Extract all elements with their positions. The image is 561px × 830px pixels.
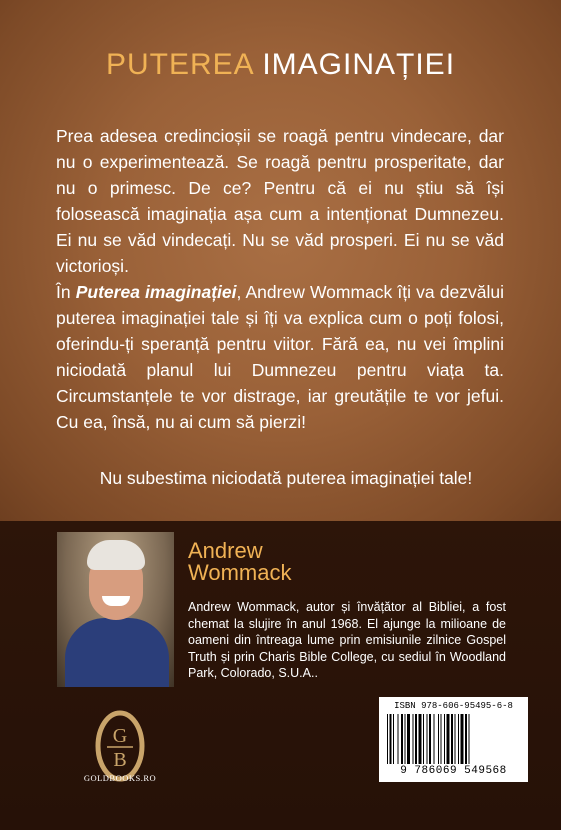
description-paragraph-3: Nu subestima niciodată puterea imaginației tale! xyxy=(99,468,473,488)
title-word-2: IMAGINAȚIEI xyxy=(262,48,456,81)
barcode-bars xyxy=(383,714,524,764)
author-photo xyxy=(57,532,174,687)
isbn-label: ISBN 978-606-95495-6-8 xyxy=(394,701,513,711)
description-paragraph-1: Prea adesea credincioșii se roagă pentru vindecare, dar nu o experimentează. Se roagă pentru prosperitate, dar nu o primesc. De ce? Pentru că ei nu știu să își folosească imaginația așa cum a intenționat Dumnezeu. Ei nu se văd vindecați. Nu se văd prosperi. Ei nu se văd victorioși. xyxy=(56,126,504,276)
title-word-1: PUTEREA xyxy=(105,48,253,81)
paragraph-2-book-title: Puterea imaginației xyxy=(75,282,237,302)
paragraph-2-body: , Andrew Wommack îți va dezvălui puterea imaginației tale și îți va explica cum o poți folosi, oferindu-ți speranță pentru viitor. Fără ea, nu vei împlini niciodată planul lui Dumnezeu pentru viața ta. Circumstanțele te vor distrage, iar greutățile te vor jefui. Cu ea, însă, nu ai cum să pierzi! xyxy=(56,282,504,432)
isbn-barcode xyxy=(379,697,528,782)
paragraph-2-prefix: În xyxy=(56,282,76,302)
barcode-digits: 9 786069 549568 xyxy=(400,765,507,777)
author-name xyxy=(188,540,292,584)
publisher-name: GOLDBOOKS.RO xyxy=(83,773,157,783)
author-last-name: Wommack xyxy=(188,560,292,585)
logo-letter-g: G xyxy=(112,725,128,747)
author-first-name: Andrew xyxy=(188,538,263,563)
description-paragraph-2 xyxy=(56,279,504,435)
book-title xyxy=(0,48,561,82)
logo-letter-b: B xyxy=(113,749,127,771)
author-bio: Andrew Wommack, autor și învățător al Bibliei, a fost chemat la slujire în anul 1968. El ajunge la milioane de oameni din întreaga lume prin emisiunile zilnice Gospel Truth și prin Charis Bible College, cu sediul în Woodland Park, Colorado, S.U.A.. xyxy=(188,600,506,680)
